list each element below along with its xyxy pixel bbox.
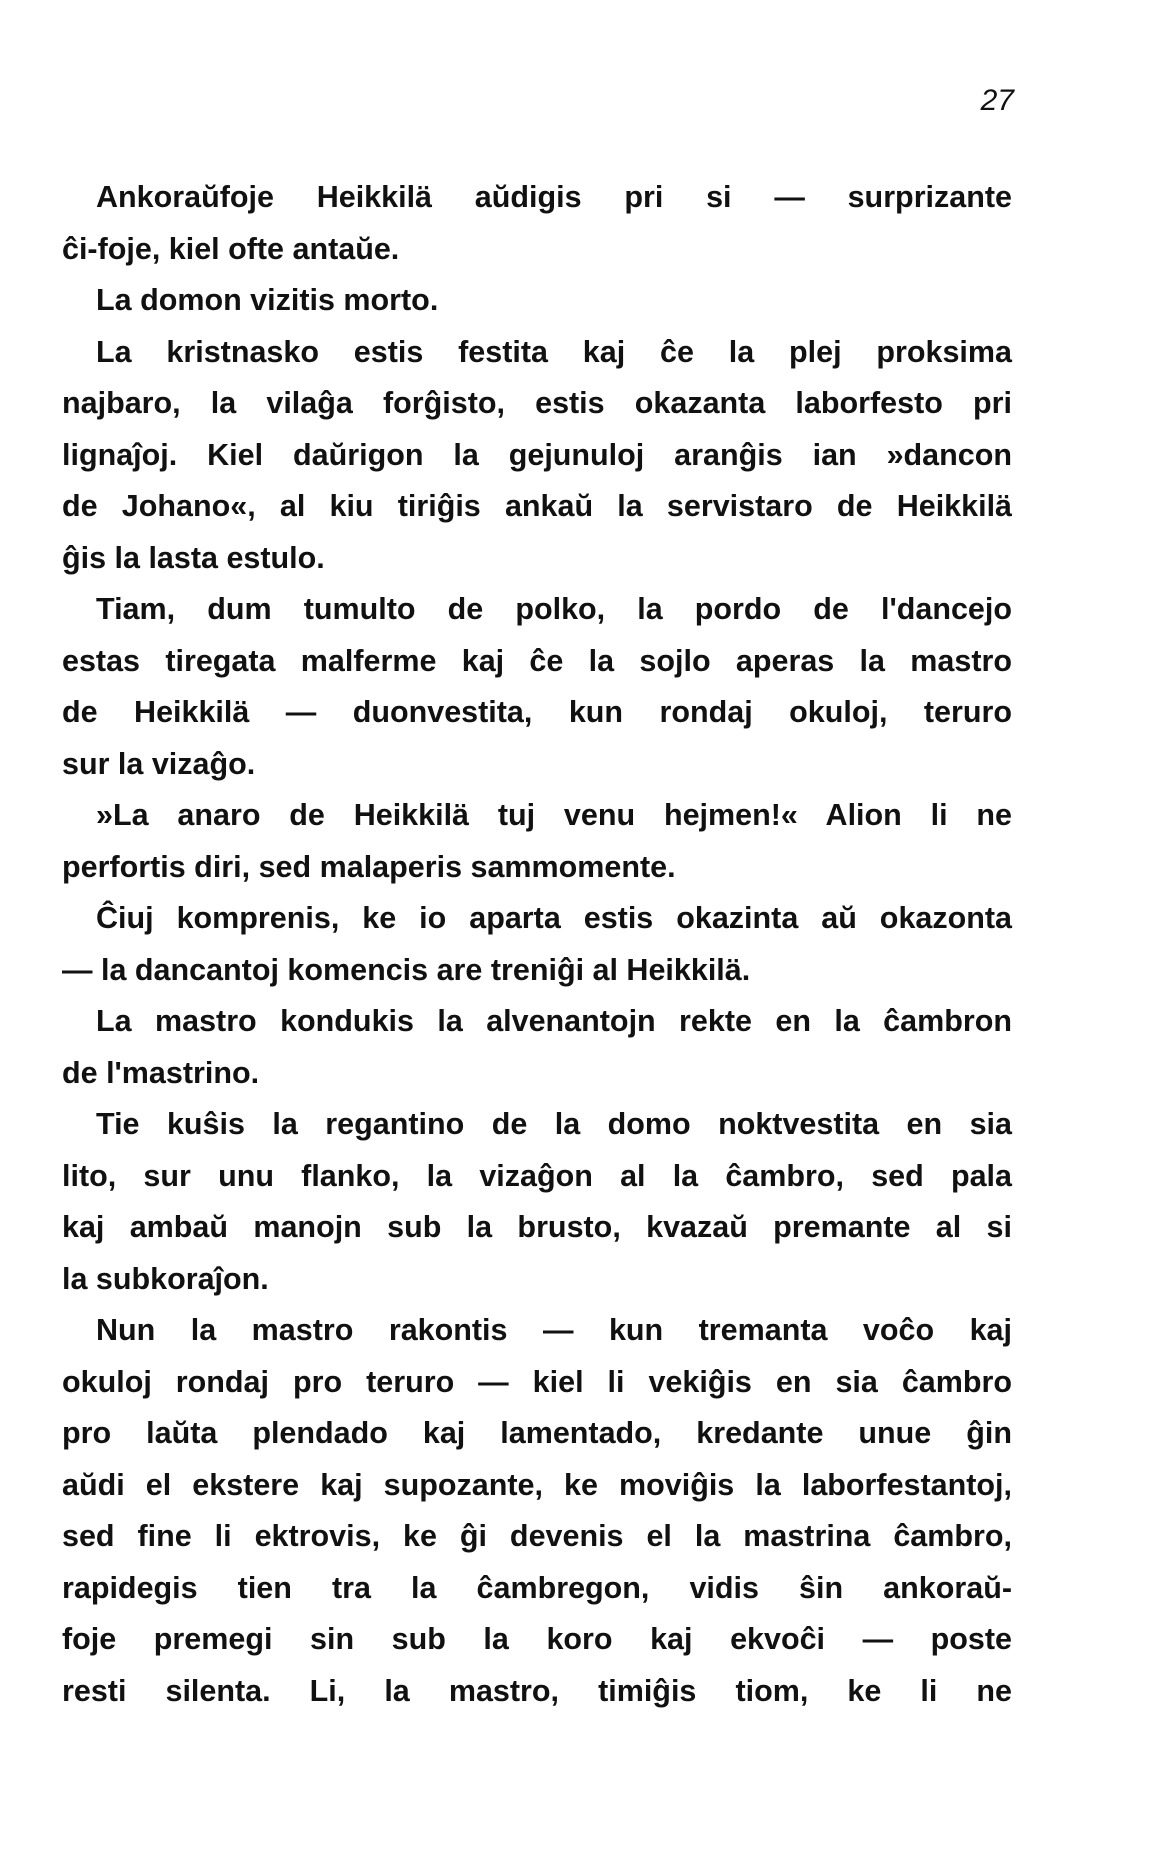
text-line: »La anaro de Heikkilä tuj venu hejmen!« Alion li ne: [96, 798, 1012, 832]
text-line: la subkoraĵon.: [62, 1261, 269, 1296]
page-number: 27: [980, 84, 1014, 117]
text-line: Ankoraŭfoje Heikkilä aŭdigis pri si — surprizante: [96, 180, 1012, 214]
text-line: Ĉiuj komprenis, ke io aparta estis okazinta aŭ okazonta: [96, 901, 1012, 935]
text-line: La domon vizitis morto.: [96, 283, 439, 317]
paragraph: [62, 996, 1012, 1099]
text-line: de l'mastrino.: [62, 1055, 260, 1090]
paragraph: [62, 584, 1012, 790]
body-text: [62, 172, 1012, 1717]
text-line: ĝis la lasta estulo.: [62, 540, 325, 575]
text-line: okuloj rondaj pro teruro — kiel li vekiĝis en sia ĉambro: [62, 1364, 1012, 1399]
text-line: resti silenta. Li, la mastro, timiĝis tiom, ke li ne: [62, 1673, 1012, 1708]
text-line: sed fine li ektrovis, ke ĝi devenis el la mastrina ĉambro,: [62, 1519, 1012, 1553]
paragraph: [62, 275, 1012, 327]
text-line: najbaro, la vilaĝa forĝisto, estis okazanta laborfesto pri: [62, 386, 1012, 420]
paragraph: [62, 1099, 1012, 1305]
paragraph: [62, 1305, 1012, 1717]
paragraph: [62, 790, 1012, 893]
text-line: rapidegis tien tra la ĉambregon, vidis ŝin ankoraŭ-: [62, 1570, 1012, 1605]
text-line: foje premegi sin sub la koro kaj ekvoĉi — poste: [62, 1622, 1012, 1656]
text-line: estas tiregata malferme kaj ĉe la sojlo aperas la mastro: [62, 643, 1012, 678]
text-line: lignaĵoj. Kiel daŭrigon la gejunuloj aranĝis ian »dancon: [62, 437, 1012, 472]
text-line: sur la vizaĝo.: [62, 746, 256, 781]
paragraph: [62, 172, 1012, 275]
text-line: — la dancantoj komencis are treniĝi al Heikkilä.: [62, 952, 751, 987]
text-line: pro laŭta plendado kaj lamentado, kredante unue ĝin: [62, 1416, 1012, 1450]
text-line: perfortis diri, sed malaperis sammomente.: [62, 849, 676, 884]
text-line: La kristnasko estis festita kaj ĉe la plej proksima: [96, 334, 1012, 369]
text-line: Nun la mastro rakontis — kun tremanta voĉo kaj: [96, 1313, 1012, 1347]
text-line: La mastro kondukis la alvenantojn rekte en la ĉambron: [96, 1004, 1012, 1038]
text-line: Tie kuŝis la regantino de la domo noktvestita en sia: [96, 1107, 1012, 1141]
text-line: de Johano«, al kiu tiriĝis ankaŭ la servistaro de Heikkilä: [62, 489, 1012, 523]
text-line: Tiam, dum tumulto de polko, la pordo de l'dancejo: [96, 592, 1012, 626]
paragraph: [62, 327, 1012, 585]
text-line: aŭdi el ekstere kaj supozante, ke moviĝis la laborfestantoj,: [62, 1467, 1012, 1502]
text-line: lito, sur unu flanko, la vizaĝon al la ĉambro, sed pala: [62, 1158, 1012, 1193]
text-line: ĉi-foje, kiel ofte antaŭe.: [62, 231, 400, 266]
text-line: de Heikkilä — duonvestita, kun rondaj okuloj, teruro: [62, 695, 1012, 729]
text-line: kaj ambaŭ manojn sub la brusto, kvazaŭ premante al si: [62, 1210, 1012, 1244]
paragraph: [62, 893, 1012, 996]
